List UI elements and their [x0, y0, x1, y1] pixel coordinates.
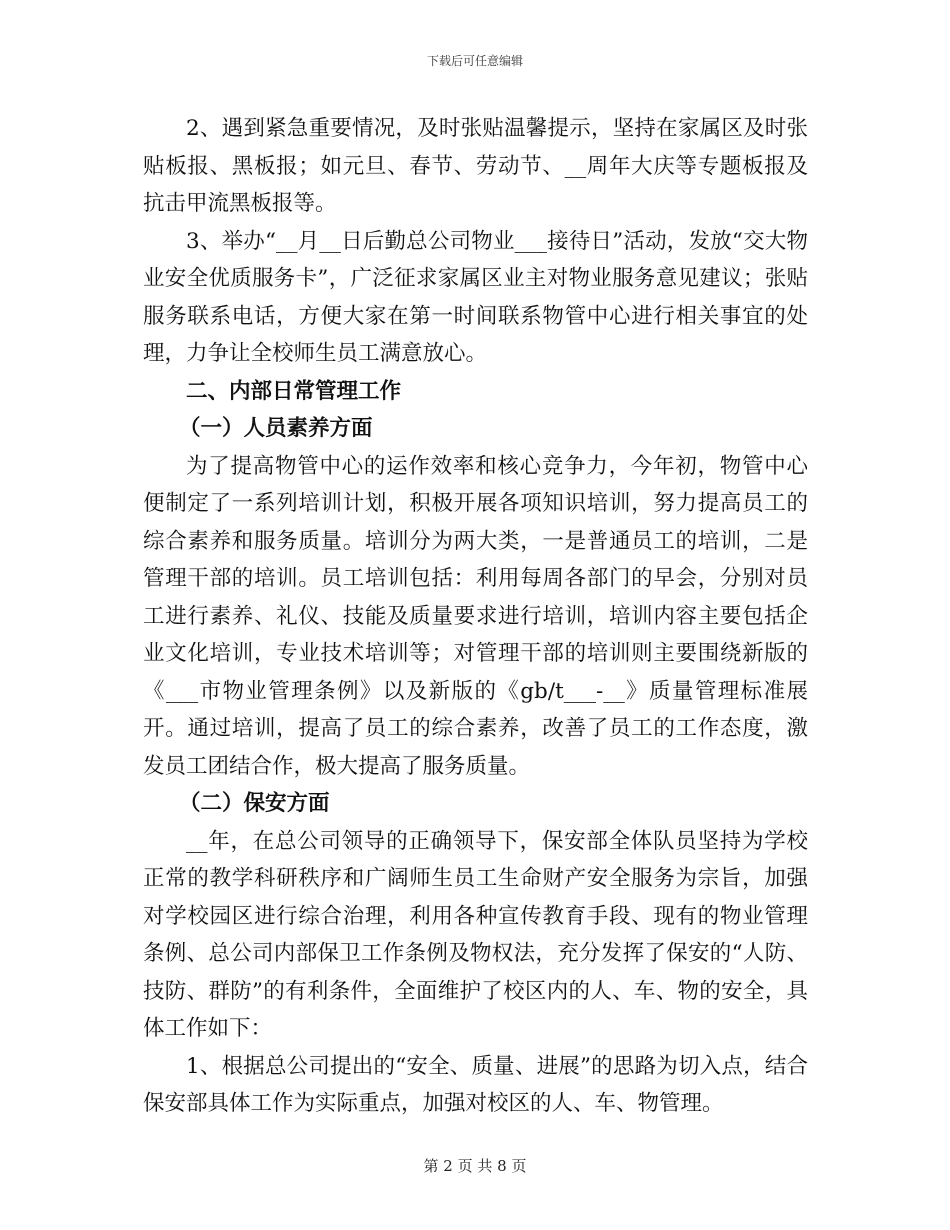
heading-internal-management: 二、内部日常管理工作 [186, 378, 402, 404]
paragraph-security-overview: __年，在总公司领导的正确领导下，保安部全体队员坚持为学校正常的教学科研秩序和广阔师生员工生命财产安全服务为宗旨，加强对学校园区进行综合治理，利用各种宣传教育手段、现有的物业管理条例、总公司内部保卫工作条例及物权法，充分发挥了保安的“人防、技防、群防”的有利条件，全面维护了校区内的人、车、物的安全，具体工作如下： [143, 828, 808, 1041]
paragraph-security-item-1: 1、根据总公司提出的“安全、质量、进展”的思路为切入点，结合保安部具体工作为实际重点，加强对校区的人、车、物管理。 [143, 1053, 808, 1116]
document-body [143, 110, 808, 1123]
paragraph-reception-day: 3、举办“__月__日后勤总公司物业___接待日”活动，发放“交大物业安全优质服务卡”，广泛征求家属区业主对物业服务意见建议；张贴服务联系电话，方便大家在第一时间联系物管中心进行相关事宜的处理，力争让全校师生员工满意放心。 [143, 228, 808, 366]
page-number: 第 2 页 共 8 页 [423, 1157, 527, 1175]
paragraph-training: 为了提高物管中心的运作效率和核心竞争力，今年初，物管中心便制定了一系列培训计划，积极开展各项知识培训，努力提高员工的综合素养和服务质量。培训分为两大类，一是普通员工的培训，二是管理干部的培训。员工培训包括：利用每周各部门的早会，分别对员工进行素养、礼仪、技能及质量要求进行培训，培训内容主要包括企业文化培训，专业技术培训等；对管理干部的培训则主要围绕新版的《___市物业管理条例》以及新版的《gb/t___-__》质量管理标准展开。通过培训，提高了员工的综合素养，改善了员工的工作态度，激发员工团结合作，极大提高了服务质量。 [143, 453, 808, 779]
paragraph-notice-boards: 2、遇到紧急重要情况，及时张贴温馨提示，坚持在家属区及时张贴板报、黑板报；如元旦、春节、劳动节、__周年大庆等专题板报及抗击甲流黑板报等。 [143, 116, 808, 216]
heading-personnel-quality: （一）人员素养方面 [179, 416, 373, 441]
heading-security: （二）保安方面 [179, 791, 330, 816]
header-note: 下载后可任意编辑 [426, 54, 523, 68]
